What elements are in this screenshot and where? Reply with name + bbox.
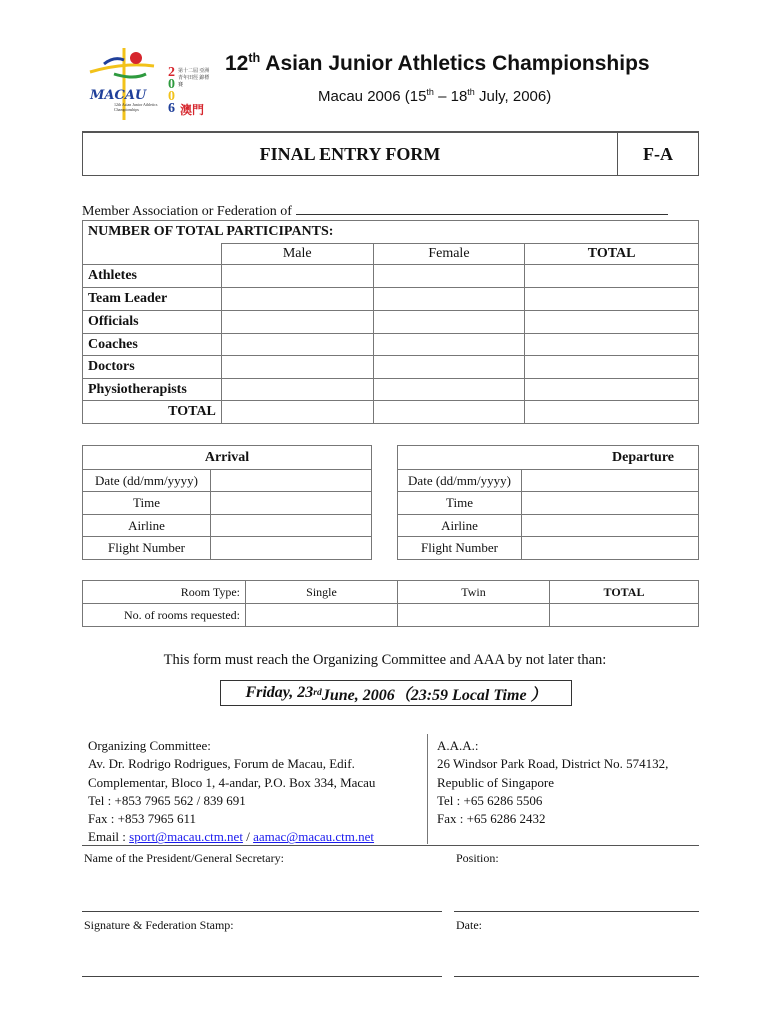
participants-table: [82, 220, 699, 424]
participants-heading: NUMBER OF TOTAL PARTICIPANTS:: [83, 221, 699, 244]
departure-flight-label: Flight Number: [398, 537, 522, 560]
form-title: FINAL ENTRY FORM: [82, 132, 617, 176]
form-code: F-A: [617, 132, 699, 176]
rooms-single-cell[interactable]: [246, 604, 398, 627]
signature-stamp-label: Signature & Federation Stamp:: [84, 918, 234, 932]
logo-year-0a: 0: [168, 77, 175, 92]
arrival-time-cell[interactable]: [211, 492, 372, 515]
arrival-table: [82, 445, 372, 560]
arrival-time-label: Time: [83, 492, 211, 515]
member-association-field[interactable]: [82, 202, 668, 220]
grand-total-cell[interactable]: [525, 401, 699, 424]
championship-logo: [84, 44, 219, 124]
departure-date-label: Date (dd/mm/yyyy): [398, 470, 522, 492]
officials-female-cell[interactable]: [373, 311, 525, 334]
position-line[interactable]: [454, 911, 699, 912]
logo-year-6: 6: [168, 101, 175, 116]
total-female-cell[interactable]: [373, 401, 525, 424]
room-type-label: Room Type:: [83, 581, 246, 604]
org-line-2: Av. Dr. Rodrigo Rodrigues, Forum de Macau, Edif.: [88, 756, 355, 772]
physio-male-cell[interactable]: [221, 379, 373, 401]
doctors-female-cell[interactable]: [373, 356, 525, 379]
page-subtitle: Macau 2006 (15th – 18th July, 2006): [318, 87, 552, 105]
row-athletes: Athletes: [83, 265, 222, 288]
deadline-date: Friday, 23 rd June, 2006（23:59 Local Time ）: [220, 680, 572, 706]
departure-airline-cell[interactable]: [522, 515, 699, 537]
arrival-date-label: Date (dd/mm/yyyy): [83, 470, 211, 492]
team-leader-male-cell[interactable]: [221, 288, 373, 311]
president-name-line[interactable]: [82, 911, 442, 912]
team-leader-total-cell[interactable]: [525, 288, 699, 311]
room-total-header: TOTAL: [550, 581, 699, 604]
row-team-leader: Team Leader: [83, 288, 222, 311]
aaa-address: [437, 737, 668, 828]
arrival-heading: Arrival: [83, 446, 372, 470]
coaches-total-cell[interactable]: [525, 334, 699, 356]
officials-male-cell[interactable]: [221, 311, 373, 334]
aaa-line-3: Republic of Singapore: [437, 774, 554, 790]
room-twin-header: Twin: [398, 581, 550, 604]
coaches-male-cell[interactable]: [221, 334, 373, 356]
president-label: Name of the President/General Secretary:: [84, 851, 284, 865]
logo-cjk-city: 澳門: [180, 103, 205, 117]
logo-year-0b: 0: [168, 89, 175, 104]
arrival-flight-label: Flight Number: [83, 537, 211, 560]
col-total: TOTAL: [525, 244, 699, 265]
officials-total-cell[interactable]: [525, 311, 699, 334]
logo-english: 12th Asian Junior Athletics Championships: [114, 102, 158, 112]
row-total: TOTAL: [83, 401, 222, 424]
row-officials: Officials: [83, 311, 222, 334]
page-title: 12th Asian Junior Athletics Championships: [225, 51, 650, 75]
departure-table: [397, 445, 699, 560]
rooms-table: [82, 580, 699, 627]
aaa-line-1: A.A.A.:: [437, 738, 479, 753]
org-line-5: Fax : +853 7965 611: [88, 811, 196, 827]
email-link-sport[interactable]: sport@macau.ctm.net: [129, 829, 243, 845]
row-doctors: Doctors: [83, 356, 222, 379]
doctors-total-cell[interactable]: [525, 356, 699, 379]
participants-corner: [83, 244, 222, 265]
room-single-header: Single: [246, 581, 398, 604]
logo-year-2a: 2: [168, 65, 175, 80]
col-male: Male: [221, 244, 373, 265]
organizing-committee-address: [88, 737, 375, 847]
departure-date-cell[interactable]: [522, 470, 699, 492]
row-coaches: Coaches: [83, 334, 222, 356]
arrival-date-cell[interactable]: [211, 470, 372, 492]
position-label: Position:: [456, 851, 499, 865]
org-line-4: Tel : +853 7965 562 / 839 691: [88, 792, 246, 808]
arrival-airline-label: Airline: [83, 515, 211, 537]
physio-female-cell[interactable]: [373, 379, 525, 401]
signature-section-divider: [82, 845, 699, 846]
departure-time-cell[interactable]: [522, 492, 699, 515]
email-link-aamac[interactable]: aamac@macau.ctm.net: [253, 829, 375, 845]
athletes-total-cell[interactable]: [525, 265, 699, 288]
date-line[interactable]: [454, 976, 699, 977]
logo-cjk-top: 第十二屆 亞洲青年田徑 錦標賽: [178, 69, 210, 88]
rooms-twin-cell[interactable]: [398, 604, 550, 627]
col-female: Female: [373, 244, 525, 265]
athletes-male-cell[interactable]: [221, 265, 373, 288]
aaa-line-4: Tel : +65 6286 5506: [437, 792, 543, 808]
org-line-1: Organizing Committee:: [88, 738, 211, 753]
date-label: Date:: [456, 918, 482, 932]
aaa-line-2: 26 Windsor Park Road, District No. 574132,: [437, 756, 669, 772]
aaa-line-5: Fax : +65 6286 2432: [437, 811, 546, 827]
total-male-cell[interactable]: [221, 401, 373, 424]
member-association-label: Member Association or Federation of: [82, 204, 292, 219]
row-physiotherapists: Physiotherapists: [83, 379, 222, 401]
arrival-airline-cell[interactable]: [211, 515, 372, 537]
doctors-male-cell[interactable]: [221, 356, 373, 379]
org-email-line: Email : sport@macau.ctm.net / aamac@macau.ctm.net: [88, 829, 375, 845]
athletes-female-cell[interactable]: [373, 265, 525, 288]
rooms-requested-label: No. of rooms requested:: [83, 604, 246, 627]
deadline-notice: This form must reach the Organizing Committee and AAA by not later than:: [163, 652, 607, 668]
address-divider: [427, 734, 428, 844]
team-leader-female-cell[interactable]: [373, 288, 525, 311]
departure-time-label: Time: [398, 492, 522, 515]
rooms-total-cell[interactable]: [550, 604, 699, 627]
coaches-female-cell[interactable]: [373, 334, 525, 356]
departure-airline-label: Airline: [398, 515, 522, 537]
arrival-flight-cell[interactable]: [211, 537, 372, 560]
physio-total-cell[interactable]: [525, 379, 699, 401]
departure-heading: Departure: [398, 446, 699, 470]
signature-line[interactable]: [82, 976, 442, 977]
departure-flight-cell[interactable]: [522, 537, 699, 560]
member-association-blank[interactable]: [296, 202, 668, 215]
org-line-3: Complementar, Bloco 1, 4-andar, P.O. Box 334, Macau: [88, 774, 376, 790]
logo-text: MACAU: [90, 88, 147, 103]
